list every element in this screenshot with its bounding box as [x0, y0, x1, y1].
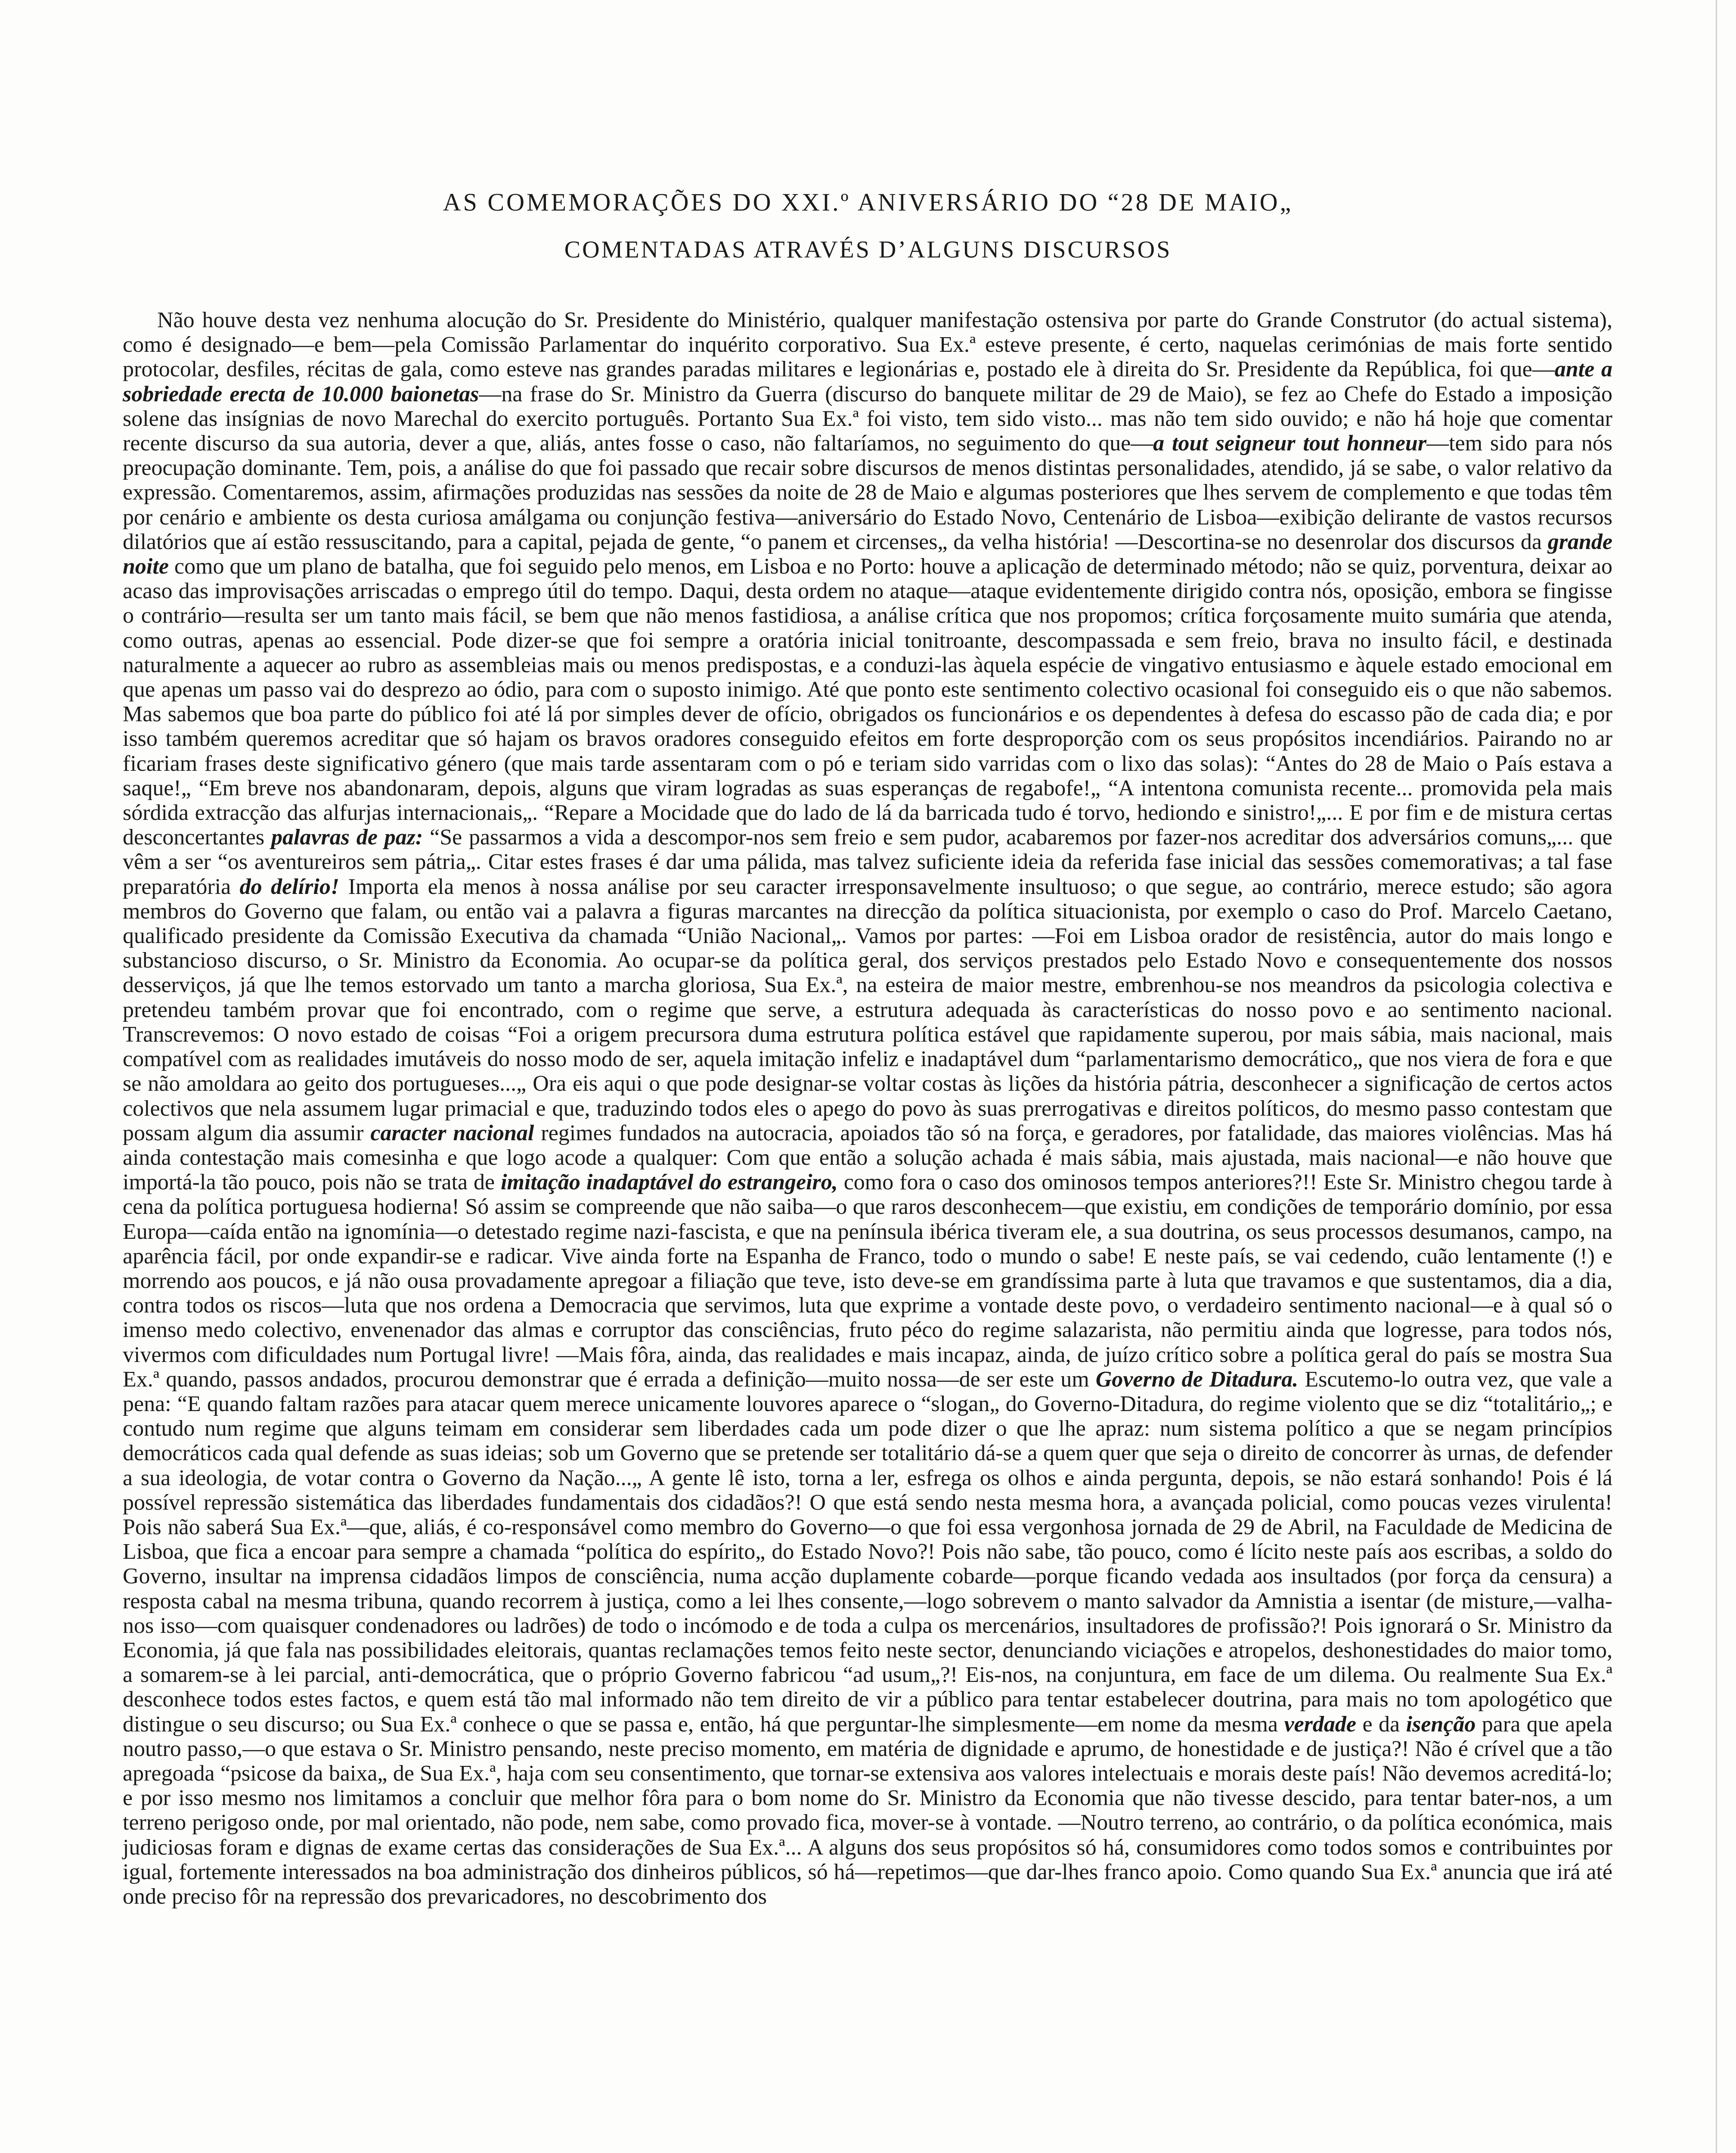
- emphasized-phrase: verdade: [1284, 1712, 1356, 1737]
- body-text-run: Importa ela menos à nossa análise por seu caracter irresponsavelmente insultuoso; o que segue, ao contrário, merece estudo; são agora membros do Governo que falam, ou então vai a palavra a figuras marcantes na direcção da política situacionista, por exemplo o caso do Prof. Marcelo Caetano, qualificado presidente da Comissão Executiva da chamada “União Nacional„. Vamos por partes: —Foi em Lisboa orador de resistência, autor do mais longo e substancioso discurso, o Sr. Ministro da Economia. Ao ocupar-se da política geral, dos serviços prestados pelo Estado Novo e consequentemente dos nossos desserviços, já que lhe temos estorvado um tanto a marcha gloriosa, Sua Ex.ª, na esteira de maior mestre, embrenhou-se nos meandros da psicologia colectiva e pretendeu também provar que foi encontrado, com o regime que serve, a estrutura adequada às características do nosso povo e ao sentimento nacional. Transcrevemos: O novo estado de coisas “Foi a origem precursora duma estrutura política estável que rapidamente superou, por mais sábia, mais nacional, mais compatível com as realidades imutáveis do nosso modo de ser, aquela imitação infeliz e inadaptável dum “parlamentarismo democrático„ que nos viera de fora e que se não amoldara ao geito dos portugueses...„ Ora eis aqui o que pode designar-se voltar costas às lições da história pátria, desconhecer a significação de certos actos colectivos que nela assumem lugar primacial e que, traduzindo todos eles o apego do povo às suas prerrogativas e direitos políticos, do mesmo passo contestam que possam algum dia assumir: [123, 874, 1613, 1145]
- body-text-run: e da: [1356, 1712, 1406, 1737]
- emphasized-phrase: isenção: [1406, 1712, 1476, 1737]
- body-text-run: —tem sido para nós preocupação dominante. Tem, pois, a análise do que foi passado que recair sobre discursos de menos distintas personalidades, atendido, já se sabe, o valor relativo da expressão. Comentaremos, assim, afirmações produzidas nas sessões da noite de 28 de Maio e algumas posteriores que lhes servem de complemento e que todas têm por cenário e ambiente os desta curiosa amálgama ou conjunção festiva—aniversário do Estado Novo, Centenário de Lisboa—exibição delirante de vastos recursos dilatórios que aí estão ressuscitando, para a capital, pejada de gente, “o panem et circenses„ da velha história! —Descortina-se no desenrolar dos discursos da: [123, 431, 1612, 554]
- body-text-run: Não houve desta vez nenhuma alocução do Sr. Presidente do Ministério, qualquer manifestação ostensiva por parte do Grande Construtor (do actual sistema), como é designado—e bem—pela Comissão Parlamentar do inquérito corporativo. Sua Ex.ª esteve presente, é certo, naquelas cerimónias de mais forte sentido protocolar, desfiles, récitas de gala, como esteve nas grandes paradas militares e legionárias e, postado ele à direita do Sr. Presidente da República, foi que—: [123, 308, 1612, 382]
- emphasized-phrase: caracter nacional: [370, 1120, 534, 1145]
- body-text-run: —na frase do Sr. Ministro da Guerra (discurso do banquete militar de 29 de Maio), se fez ao Chefe do Estado a imposição solene das insígnias de novo Marechal do exercito português. Portanto Sua Ex.ª foi visto, tem sido visto... mas não tem sido ouvido; e não há hoje que comentar recente discurso da sua autoria, dever a que, aliás, antes fosse o caso, não faltaríamos, no seguimento do que—: [123, 382, 1613, 456]
- body-text-run: regimes fundados na autocracia, apoiados tão só na força, e geradores, por fatalidade, das maiores violências. Mas há ainda contestação mais comesinha e que logo acode a qualquer: Com que então a solução achada é mais sábia, mais ajustada, mais nacional—e não houve que importá-la tão pouco, pois não se trata de: [123, 1120, 1612, 1195]
- body-text-run: “Se passarmos a vida a descompor-nos sem freio e sem pudor, acabaremos por fazer-nos acreditar dos adversários comuns„... que vêm a ser “os aventureiros sem pátria„. Citar estes frases é dar uma pálida, mas talvez suficiente ideia da referida fase inicial das sessões comemorativas; a tal fase preparatória: [123, 825, 1612, 899]
- emphasized-phrase: palavras de paz:: [271, 825, 423, 850]
- body-text-run: como fora o caso dos ominosos tempos anteriores?!! Este Sr. Ministro chegou tarde à cena da política portuguesa hodierna! Só assim se compreende que não saiba—o que raros desconhecem—que existiu, em condições de temporário domínio, por essa Europa—caída então na ignomínia—o detestado regime nazi-fascista, e que na península ibérica tiveram ele, a sua doutrina, os seus processos desumanos, campo, na aparência fácil, por onde expandir-se e radicar. Vive ainda forte na Espanha de Franco, todo o mundo o sabe! E neste país, se vai cedendo, cuão lentamente (!) e morrendo aos poucos, e já não ousa provadamente apregoar a filiação que teve, isto deve-se em grandíssima parte à luta que travamos e que sustentamos, dia a dia, contra todos os riscos—luta que nos ordena a Democracia que servimos, luta que exprime a vontade deste povo, o verdadeiro sentimento nacional—e à qual só o imenso medo colectivo, envenenador das almas e corruptor das consciências, fruto péco do regime salazarista, não permitiu ainda que logresse, para todos nós, vivermos com dificuldades num Portugal livre! —Mais fôra, ainda, das realidades e mais incapaz, ainda, de juízo crítico sobre a política geral do país se mostra Sua Ex.ª quando, passos andados, procurou demonstrar que é errada a definição—muito nossa—de ser este um: [123, 1170, 1612, 1392]
- body-text-run: como que um plano de batalha, que foi seguido pelo menos, em Lisboa e no Porto: houve a aplicação de determinado método; não se quiz, porventura, deixar ao acaso das improvisações arriscadas o emprego útil do tempo. Daqui, desta ordem no ataque—ataque evidentemente dirigido contra nós, oposição, embora se fingisse o contrário—resulta ser um tanto mais fácil, se bem que não menos fastidiosa, a análise crítica que nos propomos; crítica forçosamente muito sumária que atenda, como outras, apenas ao essencial. Pode dizer-se que foi sempre a oratória inicial tonitroante, descompassada e sem freio, brava no insulto fácil, e destinada naturalmente a aquecer ao rubro as assembleias mais ou menos predispostas, e a conduzi-las àquela espécie de vingativo entusiasmo e àquele estado emocional em que apenas um passo vai do desprezo ao ódio, para com o suposto inimigo. Até que ponto este sentimento colectivo ocasional foi conseguido eis o que não sabemos. Mas sabemos que boa parte do público foi até lá por simples dever de ofício, obrigados os funcionários e os dependentes à defesa do escasso pão de cada dia; e por isso também queremos acreditar que só hajam os bravos oradores conseguido efeitos em forte desproporção com os seus propósitos incendiários. Pairando no ar ficariam frases deste significativo género (que mais tarde assentaram com o pó e teriam sido varridas com o lixo das solas): “Antes do 28 de Maio o País estava a saque!„ “Em breve nos abandonaram, depois, alguns que viram logradas as suas esperanças de regabofe!„ “A intentona comunista recente... promovida pela mais sórdida extracção das alfurjas internacionais„. “Repare a Mocidade que do lado de lá da barricada tudo é torvo, hediondo e sinistro!„... E por fim e de mistura certas desconcertantes: [123, 554, 1612, 850]
- emphasized-phrase: a tout seigneur tout honneur: [1153, 431, 1427, 456]
- article-body: [123, 308, 1612, 1909]
- emphasized-phrase: imitação inadaptável do estrangeiro,: [501, 1170, 838, 1195]
- emphasized-phrase: ante a sobriedade erecta de 10.000 baionetas: [123, 357, 1613, 406]
- body-text-run: Escutemo-lo outra vez, que vale a pena: “E quando faltam razões para atacar quem merece unicamente louvores aparece o “slogan„ do Governo-Ditadura, do regime violento que se diz “totalitário„; e contudo num regime que alguns teimam em considerar sem liberdades cada um pode dizer o que lhe apraz: num sistema político a que se negam princípios democráticos cada qual defende as suas ideias; sob um Governo que se pretende ser totalitário dá-se a quem quer que seja o direito de concorrer às urnas, de defender a sua ideologia, de votar contra o Governo da Nação...„ A gente lê isto, torna a ler, esfrega os olhos e ainda pergunta, depois, se não estará sonhando! Pois é lá possível repressão sistemática das liberdades fundamentais dos cidadãos?! O que está sendo nesta mesma hora, a avançada policial, como poucas vezes virulenta! Pois não saberá Sua Ex.ª—que, aliás, é co-responsável como membro do Governo—o que foi essa vergonhosa jornada de 29 de Abril, na Faculdade de Medicina de Lisboa, que fica a encoar para sempre a chamada “política do espírito„ do Estado Novo?! Pois não sabe, tão pouco, como é lícito neste país aos escribas, a soldo do Governo, insultar na imprensa cidadãos limpos de consciência, numa acção duplamente cobarde—porque ficando vedada aos insultados (por força da censura) a resposta cabal na mesma tribuna, quando recorrem à justiça, como a lei lhes consente,—logo sobrevem o manto salvador da Amnistia a isentar (de misture,—valha-nos isso—com quaisquer condenadores ou ladrões) de todo o incómodo e de toda a culpa os mercenários, insultadores de profissão?! Pois ignorará o Sr. Ministro da Economia, já que fala nas possibilidades eleitorais, quantas reclamações temos feito neste sector, denunciando viciações e atropelos, deshonestidades do maior tomo, a somarem-se à lei parcial, anti-democrática, que o próprio Governo fabricou “ad usum„?! Eis-nos, na conjuntura, em face de um dilema. Ou realmente Sua Ex.ª desconhece todos estes factos, e quem está tão mal informado não tem direito de vir a público para tentar estabelecer doutrina, para mais no tom apologético que distingue o seu discurso; ou Sua Ex.ª conhece o que se passa e, então, há que perguntar-lhe simplesmente—em nome da mesma: [123, 1367, 1612, 1737]
- document-subtitle: COMENTADAS ATRAVÉS D’ALGUNS DISCURSOS: [564, 236, 1172, 263]
- document-title: AS COMEMORAÇÕES DO XXI.º ANIVERSÁRIO DO “28 DE MAIO„: [443, 188, 1293, 216]
- emphasized-phrase: do delírio!: [239, 874, 340, 899]
- document-header: [0, 185, 1736, 267]
- emphasized-phrase: grande noite: [123, 529, 1612, 579]
- emphasized-phrase: Governo de Ditadura.: [1095, 1367, 1299, 1392]
- body-text-run: para que apela noutro passo,—o que estava o Sr. Ministro pensando, neste preciso momento, em matéria de dignidade e aprumo, de honestidade e de justiça?! Não é crível que a tão apregoada “psicose da baixa„ de Sua Ex.ª, haja com seu consentimento, que tornar-se extensiva aos valores intelectuais e morais deste país! Não devemos acreditá-lo; e por isso mesmo nos limitamos a concluir que melhor fôra para o bom nome do Sr. Ministro da Economia que não tivesse descido, para tentar bater-nos, a um terreno perigoso onde, por mal orientado, não pode, nem sabe, como provado fica, mover-se à vontade. —Noutro terreno, ao contrário, o da política económica, mais judiciosas foram e dignas de exame certas das considerações de Sua Ex.ª... A alguns dos seus propósitos só há, consumidores como todos somos e contribuintes por igual, fortemente interessados na boa administração dos dinheiros públicos, só há—repetimos—que dar-lhes franco apoio. Como quando Sua Ex.ª anuncia que irá até onde preciso fôr na repressão dos prevaricadores, no descobrimento dos: [123, 1712, 1612, 1909]
- page-edge-line: [1716, 0, 1717, 2153]
